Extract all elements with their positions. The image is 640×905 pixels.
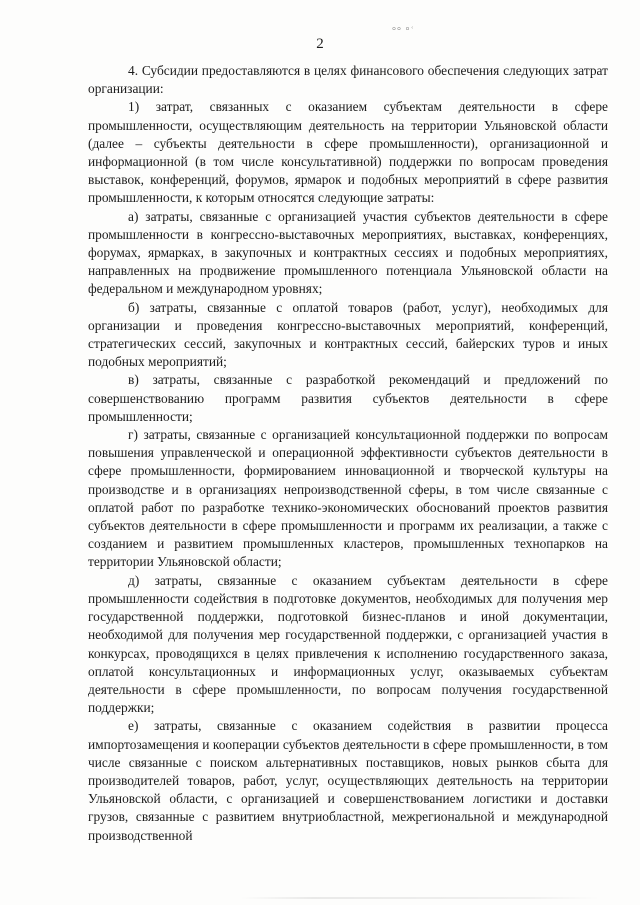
paragraph-item-1: 1) затрат, связанных с оказанием субъектам деятельности в сфере промышленности, осуществляющим деятельность на территории Ульяновской области (далее – субъекты деятельности в сфере промышленности), организационной и информационной (в том числе консультативной) поддержки по вопросам проведения выставок, конференций, форумов, ярмарок и подобных мероприятий в сфере развития промышленности, к которым относятся следующие затраты: [88, 99, 608, 206]
scan-artifact-mark: °° °ʿ [392, 26, 415, 37]
paragraph-item-v: в) затраты, связанные с разработкой рекомендаций и предложений по совершенствованию программ развития субъектов деятельности в сфере промышленности; [88, 372, 608, 424]
paragraph-item-g: г) затраты, связанные с организацией консультационной поддержки по вопросам повышения управленческой и операционной эффективности субъектов деятельности в сфере промышленности, формированием инновационной и творческой культуры на производстве и в организациях непроизводственной сферы, в том числе связанные с оплатой работ по разработке технико-экономических обоснований проектов развития субъектов деятельности в сфере промышленности и программ их реализации, а также с созданием и развитием промышленных кластеров, промышленных технопарков на территории Ульяновской области; [88, 427, 608, 570]
paragraph-item-d: д) затраты, связанные с оказанием субъектам деятельности в сфере промышленности содействия в подготовке документов, необходимых для получения мер государственной поддержки, подготовкой бизнес-планов и иной документации, необходимой для получения мер государственной поддержки, с организацией участия в конкурсах, проводящихся в целях привлечения к исполнению государственного заказа, оплатой консультационных и информационных услуг, оказываемых субъектам деятельности в сфере промышленности, по вопросам получения государственной поддержки; [88, 572, 608, 716]
scan-edge-shadow [240, 897, 600, 899]
paragraph-item-b: б) затраты, связанные с оплатой товаров (работ, услуг), необходимых для организации и проведения конгрессно-выставочных мероприятий, конференций, стратегических сессий, закупочных и контрактных сессий, байерских туров и иных подобных мероприятий; [88, 299, 608, 370]
paragraph-item-a: а) затраты, связанные с организацией участия субъектов деятельности в сфере промышленности в конгрессно-выставочных мероприятиях, выставках, конференциях, форумах, ярмарках, в закупочных и контрактных сессиях и подобных мероприятиях, направленных на продвижение промышленного потенциала Ульяновской области на федеральном и международном уровнях; [88, 208, 608, 297]
paragraph-subsidy-purpose: 4. Субсидии предоставляются в целях финансового обеспечения следующих затрат организации: [88, 63, 608, 97]
paragraph-item-e: е) затраты, связанные с оказанием содействия в развитии процесса импортозамещения и кооперации субъектов деятельности в сфере промышленности, в том числе связанные с поиском альтернативных поставщиков, новых рынков сбыта для производителей товаров, работ, услуг, осуществляющих деятельность на территории Ульяновской области, с организацией и совершенствованием логистики и доставки грузов, связанные с развитием внутриобластной, межрегиональной и международной производственной [88, 718, 608, 843]
document-body [88, 62, 608, 845]
page-number: 2 [316, 36, 324, 52]
